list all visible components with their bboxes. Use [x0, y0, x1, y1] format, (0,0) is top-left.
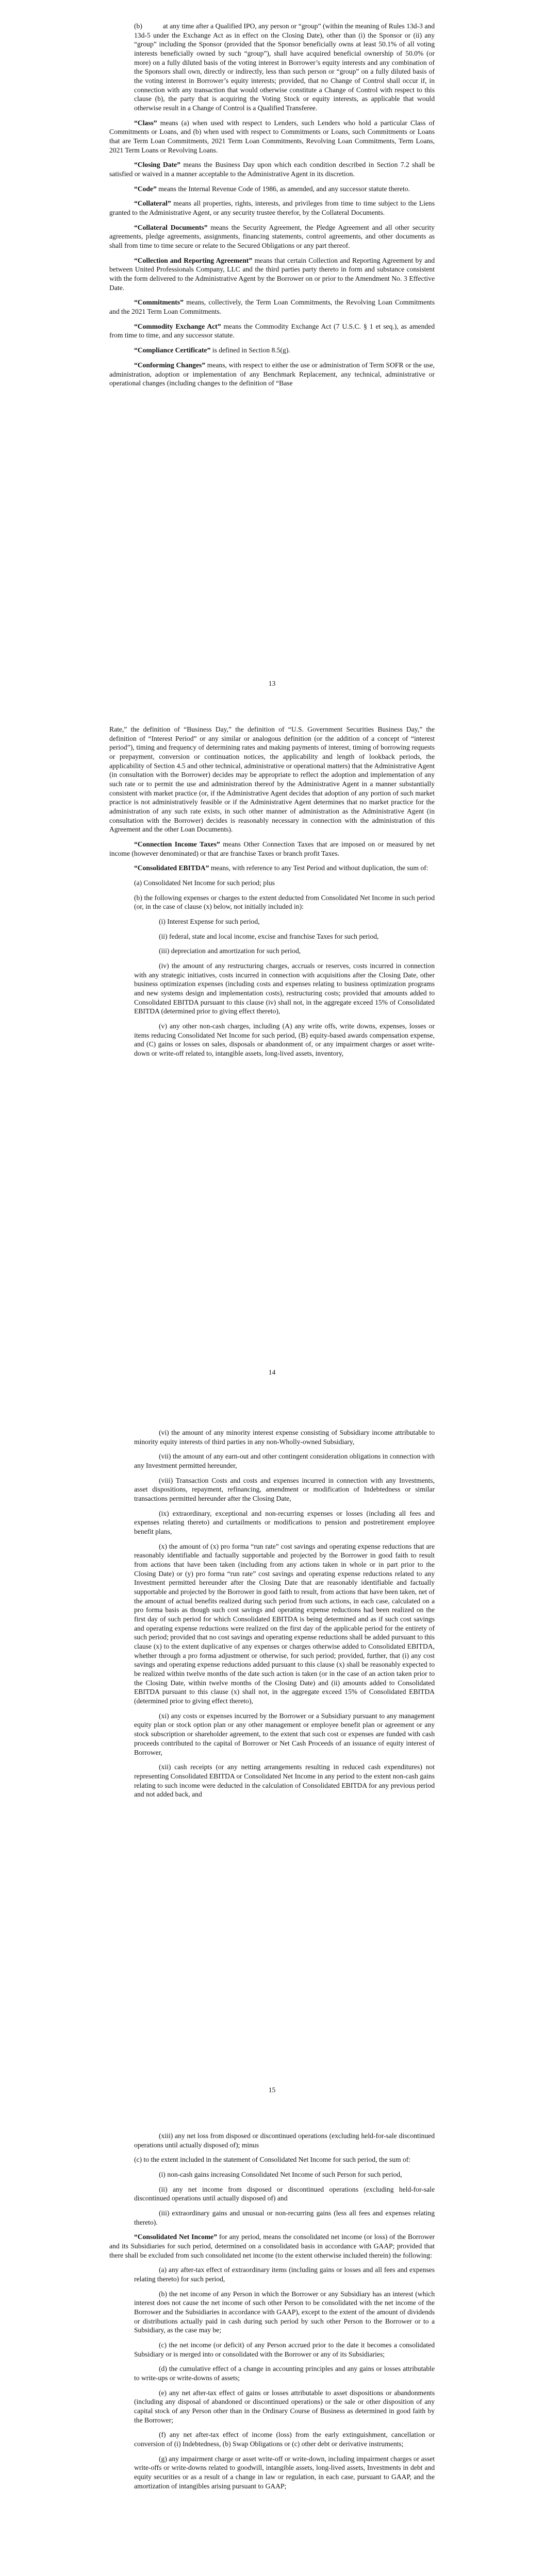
paragraph-text: means, with reference to any Test Period and without duplication, the sum of:	[209, 864, 428, 872]
paragraph	[109, 184, 435, 194]
paragraph-text: (ii) any net income from disposed or discontinued operations (excluding held-for-sale discontinued operations until actually disposed of) and	[134, 2185, 435, 2202]
paragraph-text: means all properties, rights, interests, and privileges from time to time subject to the Liens granted to the Administrative Agent, or any security trustee therefor, by the Collateral Documents.	[109, 199, 435, 217]
defined-term: “Collateral Documents”	[134, 223, 208, 231]
paragraph	[109, 199, 435, 217]
paragraph	[109, 878, 435, 888]
paragraph-text: Rate,” the definition of “Business Day,” the definition of “U.S. Government Securities Business Day,” the definition of “Interest Period” or any similar or analogous definition (or the addition of a concept of “interest period”), timing and frequency of determining rates and making payments of interest, timing of borrowing requests or prepayment, conversion or continuation notices, the applicability and length of lookback periods, the applicability of Section 4.5 and other technical, administrative or operational matters) that the Administrative Agent (in consultation with the Borrower) decides may be appropriate to reflect the adoption and implementation of any such rate or to permit the use and administration thereof by the Administrative Agent in a manner substantially consistent with market practice (or, if the Administrative Agent decides that adoption of any portion of such market practice is not administratively feasible or if the Administrative Agent determines that no market practice for the administration of any such rate exists, in such other manner of administration as the Administrative Agent (in consultation with the Borrower) decides is reasonably necessary in connection with the administration of this Agreement and the other Loan Documents).	[109, 725, 435, 834]
paragraph-text: (xi) any costs or expenses incurred by the Borrower or a Subsidiary pursuant to any management equity plan or stock option plan or any other management or employee benefit plan or agreement or any stock subscription or shareholder agreement, to the extent that such cost or expenses are funded with cash proceeds contributed to the capital of Borrower or Net Cash Proceeds of an issuance of equity interest of Borrower,	[134, 1711, 435, 1756]
paragraph-text: for any period, means the consolidated net income (or loss) of the Borrower and its Subsidiaries for such period, determined on a consolidated basis in accordance with GAAP; provided that there shall be excluded from such consolidated net income (to the extent otherwise included therein) the following:	[109, 2233, 435, 2259]
paragraph-text: (vii) the amount of any earn-out and other contingent consideration obligations in connection with any Investment permitted hereunder,	[134, 1452, 435, 1470]
paragraph	[109, 863, 435, 873]
paragraph-text: (vi) the amount of any minority interest expense consisting of Subsidiary income attributable to minority equity interests of third parties in any non-Wholly-owned Subsidiary,	[134, 1429, 435, 1446]
paragraph-text: (iii) depreciation and amortization for such period,	[159, 947, 301, 955]
paragraph	[109, 322, 435, 340]
paragraph	[109, 932, 435, 941]
defined-term: “Consolidated EBITDA”	[134, 864, 209, 872]
paragraph-text: (c) to the extent included in the statement of Consolidated Net Income for such period, the sum of:	[134, 2156, 411, 2164]
paragraph	[109, 118, 435, 155]
paragraph-text: (a) any after-tax effect of extraordinary items (including gains or losses and all fees and expenses relating thereto) for such period,	[134, 2266, 435, 2283]
paragraph	[109, 1022, 435, 1058]
document-page	[0, 0, 544, 703]
paragraph	[109, 2185, 435, 2203]
paragraph-text: (i) non-cash gains increasing Consolidated Net Income of such Person for such period,	[159, 2171, 402, 2179]
paragraph-text: (c) the net income (or deficit) of any Person accrued prior to the date it becomes a consolidated Subsidiary or is merged into or consolidated with the Borrower or any of its Subsidiaries;	[134, 2341, 435, 2358]
paragraph-text: means the Business Day upon which each condition described in Section 7.2 shall be satisfied or waived in a manner acceptable to the Administrative Agent in its discretion.	[109, 161, 435, 178]
paragraph	[109, 961, 435, 1016]
page-number: 14	[268, 1368, 276, 1376]
document-page	[0, 2110, 544, 2576]
paragraph-text: means, collectively, the Term Loan Commitments, the Revolving Loan Commitments and the 2021 Term Loan Commitments.	[109, 298, 435, 316]
paragraph	[109, 298, 435, 316]
paragraph-text: (b) the net income of any Person in which the Borrower or any Subsidiary has an interest (which interest does not cause the net income of such other Person to be consolidated with the net income of the Borrower and the Subsidiaries in accordance with GAAP), except to the extent of the amount of dividends or distributions actually paid in cash during such period by such other Person to the Borrower or to a Subsidiary, as the case may be;	[134, 2290, 435, 2334]
paragraph	[109, 22, 435, 113]
paragraph-text: means, with respect to either the use or administration of Term SOFR or the use, administration, adoption or implementation of any Benchmark Replacement, any technical, administrative or operational changes (including changes to the definition of “Base	[109, 361, 435, 387]
paragraph-text: (i) Interest Expense for such period,	[159, 918, 260, 926]
paragraph	[109, 361, 435, 388]
paragraph-text: means that certain Collection and Reporting Agreement by and between United Professionals Company, LLC and the third parties party thereto in form and substance consistent with the form delivered to the Administrative Agent by the Borrower on or prior to the Amendment No. 3 Effective Date.	[109, 256, 435, 292]
paragraph-text: (f) any net after-tax effect of income (loss) from the early extinguishment, cancellation or conversion of (i) Indebtedness, (b) Swap Obligations or (c) other debt or derivative instruments;	[134, 2431, 435, 2448]
paragraph-text: means the Security Agreement, the Pledge Agreement and all other security agreements, pledge agreements, assignments, financing statements, control agreements, and other documents as shall from time to time secure or relate to the Secured Obligations or any part thereof.	[109, 223, 435, 250]
defined-term: “Connection Income Taxes”	[134, 840, 220, 849]
paragraph-text: (b) the following expenses or charges to the extent deducted from Consolidated Net Income in such period (or, in the case of clause (x) below, not initially included in):	[134, 893, 435, 911]
paragraph	[109, 1509, 435, 1536]
paragraph	[109, 1711, 435, 1757]
paragraph	[109, 1762, 435, 1799]
defined-term: “Collection and Reporting Agreement”	[134, 256, 253, 264]
paragraph-text: (iii) extraordinary gains and unusual or non-recurring gains (less all fees and expenses relating thereto).	[134, 2209, 435, 2226]
paragraph	[109, 1476, 435, 1503]
paragraph	[109, 893, 435, 911]
paragraph	[109, 2290, 435, 2335]
paragraph	[109, 1428, 435, 1446]
paragraph-text: (g) any impairment charge or asset write-off or write-down, including impairment charges or asset write-offs or write-downs related to goodwill, intangible assets, long-lived assets, Investments in debt and equity securities or as a result of a change in law or regulation, in each case, pursuant to GAAP, and the amortization of intangibles arising pursuant to GAAP;	[134, 2454, 435, 2490]
paragraph	[109, 2232, 435, 2260]
paragraph-text: means the Internal Revenue Code of 1986, as amended, and any successor statute thereto.	[156, 184, 410, 193]
paragraph	[109, 840, 435, 858]
paragraph-text: (e) any net after-tax effect of gains or losses attributable to asset dispositions or abandonments (including any disposal of abandoned or discontinued operations) or the sale or other disposition of any capital stock of any Person other than in the Ordinary Course of Business as determined in good faith by the Borrower;	[134, 2388, 435, 2424]
paragraph	[109, 346, 435, 355]
paragraph-text: (xii) cash receipts (or any netting arrangements resulting in reduced cash expenditures) not representing Consolidated EBITDA or Consolidated Net Income in any period to the extent non-cash gains relating to such income were deducted in the calculation of Consolidated EBITDA for any previous period and not added back, and	[134, 1763, 435, 1799]
defined-term: “Closing Date”	[134, 161, 180, 169]
paragraph	[109, 1452, 435, 1470]
paragraph	[109, 2131, 435, 2149]
paragraph	[109, 2265, 435, 2283]
page-number: 15	[268, 2086, 276, 2094]
page-number: 13	[268, 680, 276, 687]
defined-term: “Consolidated Net Income”	[134, 2233, 218, 2241]
defined-term: “Code”	[134, 184, 157, 193]
paragraph	[109, 2388, 435, 2425]
paragraph	[109, 2170, 435, 2179]
paragraph-text: (d) the cumulative effect of a change in accounting principles and any gains or losses attributable to write-ups or write-downs of assets;	[134, 2365, 435, 2382]
document-page	[0, 1406, 544, 2110]
paragraph-text: (ix) extraordinary, exceptional and non-recurring expenses or losses (including all fees and expenses relating thereto) and curtailments or modifications to pension and postretirement employee benefit plans,	[134, 1509, 435, 1536]
paragraph-text: means the Commodity Exchange Act (7 U.S.C. § 1 et seq.), as amended from time to time, and any successor statute.	[109, 322, 435, 340]
paragraph	[109, 160, 435, 178]
defined-term: “Class”	[134, 118, 157, 127]
paragraph-text: (viii) Transaction Costs and costs and expenses incurred in connection with any Investments, asset dispositions, repayment, refinancing, amendment or modification of Indebtedness or similar transactions permitted hereunder after the Closing Date,	[134, 1476, 435, 1503]
paragraph	[109, 2341, 435, 2359]
paragraph	[109, 2209, 435, 2227]
paragraph-text: (x) the amount of (x) pro forma “run rate” cost savings and operating expense reductions that are reasonably identifiable and factually supportable and projected by the Borrower in good faith to result from actions that have been taken (including from any actions taken in whole or in part prior to the Closing Date) or (y) pro forma “run rate” cost savings and operating expense reductions related to any Investment permitted hereunder after the Closing Date that are reasonably identifiable and factually supportable and projected by the Borrower in good faith to result, from actions that have been taken, net of the amount of actual benefits realized during such period from such actions, in each case, calculated on a pro forma basis as though such cost savings and operating expense reductions had been realized on the first day of such period for which Consolidated EBITDA is being determined and as if such cost savings and operating expense reductions were realized on the first day of the applicable period for the entirety of such period; provided that no cost savings and operating expense reductions shall be added pursuant to this clause (x) to the extent duplicative of any expenses or charges otherwise added to Consolidated EBITDA, whether through a pro forma adjustment or otherwise, for such period; provided, further, that (i) any cost savings and operating expense reductions added pursuant to this clause (x) shall be reasonably expected to be realized within twelve months of the date such action is taken (or in the case of an action taken prior to the Closing Date, within twelve months of the Closing Date) and (ii) amounts added to Consolidated EBITDA pursuant to this clause (x) shall not, in the aggregate exceed 15% of Consolidated EBITDA (determined prior to giving effect thereto),	[134, 1542, 435, 1705]
paragraph-text: (a) Consolidated Net Income for such period; plus	[134, 879, 275, 887]
paragraph-text: means (a) when used with respect to Lenders, such Lenders who hold a particular Class of Commitments or Loans, and (b) when used with respect to Commitments or Loans, such Commitments or Loans that are Term Loan Commitments, 2021 Term Loan Commitments, Revolving Loan Commitments, Term Loans, 2021 Term Loans or Revolving Loans.	[109, 118, 435, 154]
defined-term: “Conforming Changes”	[134, 361, 206, 369]
paragraph	[109, 2430, 435, 2448]
clause-number: (b)	[134, 22, 142, 30]
paragraph	[109, 223, 435, 250]
defined-term: “Commitments”	[134, 298, 184, 307]
paragraph	[109, 725, 435, 834]
paragraph	[109, 2364, 435, 2382]
paragraph	[109, 1542, 435, 1706]
paragraph-text: is defined in Section 8.5(g).	[210, 346, 290, 354]
paragraph	[109, 2454, 435, 2491]
paragraph-text: at any time after a Qualified IPO, any person or “group” (within the meaning of Rules 13d-3 and 13d-5 under the Exchange Act as in effect on the Closing Date), other than (i) the Sponsor or (ii) any “group” including the Sponsor (provided that the Sponsor beneficially owns at least 50.1% of all voting interests beneficially owned by such “group”), shall have acquired beneficial ownership of 50.0% (or more) on a fully diluted basis of the voting interest in Borrower’s equity interests and any combination of the Sponsors shall own, directly or indirectly, less than such person or “group” on a fully diluted basis of the voting interest in Borrower’s equity interests; provided, that no Change of Control shall occur if, in connection with any transaction that would otherwise constitute a Change of Control with respect to this clause (b), the party that is acquiring the Voting Stock or equity interests, as applicable that would otherwise result in a Change of Control is a Qualified Transferee.	[134, 22, 435, 112]
defined-term: “Compliance Certificate”	[134, 346, 211, 354]
defined-term: “Commodity Exchange Act”	[134, 322, 221, 330]
document-page	[0, 703, 544, 1406]
paragraph-text: means Other Connection Taxes that are imposed on or measured by net income (however denominated) or that are franchise Taxes or branch profit Taxes.	[109, 840, 435, 857]
paragraph-text: (v) any other non-cash charges, including (A) any write offs, write downs, expenses, losses or items reducing Consolidated Net Income for such period, (B) equity-based awards compensation expense, and (C) gains or losses on sales, disposals or abandonment of, or any impairment charges or asset write-down or write-off related to, intangible assets, long-lived assets, inventory,	[134, 1022, 435, 1058]
paragraph-text: (iv) the amount of any restructuring charges, accruals or reserves, costs incurred in connection with any strategic initiatives, costs incurred in connection with acquisitions after the Closing Date, other business optimization expenses (including costs and expenses relating to business optimization programs and new systems design and implementation costs), restructuring costs; provided that amounts added to Consolidated EBITDA pursuant to this clause (iv) shall not, in the aggregate exceed 15% of Consolidated EBITDA (determined prior to giving effect thereto),	[134, 962, 435, 1015]
paragraph	[109, 946, 435, 956]
paragraph-text: (xiii) any net loss from disposed or discontinued operations (excluding held-for-sale discontinued operations until actually disposed of); minus	[134, 2132, 435, 2149]
paragraph	[109, 256, 435, 293]
paragraph-text: (ii) federal, state and local income, excise and franchise Taxes for such period,	[159, 932, 379, 940]
paragraph	[109, 917, 435, 926]
defined-term: “Collateral”	[134, 199, 171, 208]
paragraph	[109, 2155, 435, 2164]
